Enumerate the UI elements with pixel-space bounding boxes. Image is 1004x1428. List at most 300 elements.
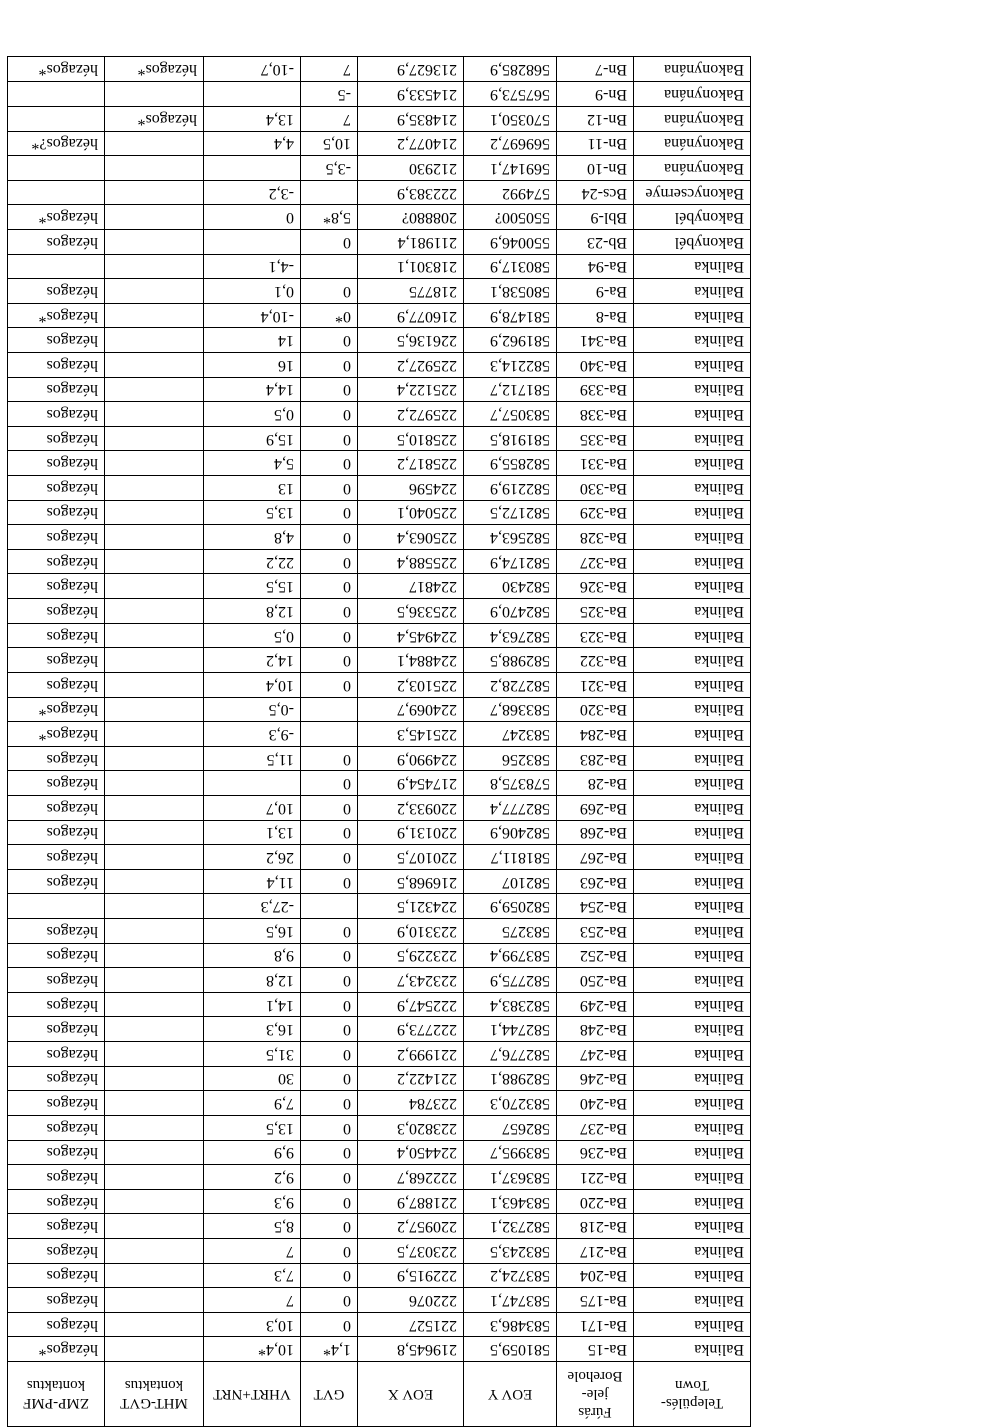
borehole-cell: Ba-341 [557, 328, 634, 353]
eov-y-cell: 582430 [464, 574, 557, 599]
eov-y-cell: 583275 [464, 919, 557, 944]
table-row [8, 131, 751, 156]
zmp-pmf-cell: hézagos [8, 476, 105, 501]
zmp-pmf-cell: hézagos [8, 451, 105, 476]
borehole-cell: Ba-284 [557, 722, 634, 747]
town-cell: Balinka [634, 1288, 751, 1313]
borehole-cell: Ba-328 [557, 525, 634, 550]
table-row [8, 869, 751, 894]
eov-y-cell: 582763,4 [464, 623, 557, 648]
table-row [8, 82, 751, 107]
mht-gvt-cell [105, 1115, 204, 1140]
borehole-cell: Bbl-9 [557, 205, 634, 230]
eov-y-cell: 582107 [464, 869, 557, 894]
eov-x-cell: 220933,2 [358, 795, 464, 820]
mht-gvt-cell [105, 894, 204, 919]
gvt-cell: 0 [301, 353, 358, 378]
vhrt-nrt-cell: 0,5 [204, 623, 301, 648]
table-header-row [8, 1362, 751, 1427]
table-row [8, 648, 751, 673]
zmp-pmf-cell: hézagos* [8, 205, 105, 230]
town-cell: Balinka [634, 402, 751, 427]
eov-x-cell: 222915,9 [358, 1263, 464, 1288]
zmp-pmf-cell: hézagos [8, 771, 105, 796]
town-cell: Balinka [634, 1165, 751, 1190]
mht-gvt-cell [105, 303, 204, 328]
borehole-cell: Ba-9 [557, 279, 634, 304]
zmp-pmf-cell: hézagos [8, 1238, 105, 1263]
eov-y-cell: 581712,7 [464, 377, 557, 402]
gvt-cell: 0 [301, 992, 358, 1017]
vhrt-nrt-cell: 7,3 [204, 1263, 301, 1288]
gvt-cell: 0 [301, 229, 358, 254]
header-mht-gvt-contact: MHT-GVT kontaktus [105, 1362, 204, 1427]
zmp-pmf-cell: hézagos [8, 1189, 105, 1214]
vhrt-nrt-cell: 5,4 [204, 451, 301, 476]
eov-y-cell: 582732,1 [464, 1214, 557, 1239]
zmp-pmf-cell: hézagos* [8, 303, 105, 328]
table-row [8, 919, 751, 944]
town-cell: Bakonybél [634, 229, 751, 254]
eov-y-cell: 583799,4 [464, 943, 557, 968]
zmp-pmf-cell: hézagos [8, 377, 105, 402]
gvt-cell: 0* [301, 303, 358, 328]
eov-y-cell: 583243,5 [464, 1238, 557, 1263]
eov-y-cell: 569147,1 [464, 156, 557, 181]
header-eov-x: EOV X [358, 1362, 464, 1427]
eov-x-cell: 221999,2 [358, 1042, 464, 1067]
header-gvt: GVT [301, 1362, 358, 1427]
mht-gvt-cell [105, 328, 204, 353]
eov-x-cell: 223037,5 [358, 1238, 464, 1263]
mht-gvt-cell [105, 992, 204, 1017]
town-cell: Balinka [634, 1337, 751, 1362]
vhrt-nrt-cell: 9,9 [204, 1140, 301, 1165]
gvt-cell: 0 [301, 672, 358, 697]
town-cell: Balinka [634, 919, 751, 944]
zmp-pmf-cell: hézagos [8, 1214, 105, 1239]
zmp-pmf-cell [8, 180, 105, 205]
eov-y-cell: 567573,9 [464, 82, 557, 107]
vhrt-nrt-cell: 4,4 [204, 131, 301, 156]
table-row [8, 894, 751, 919]
borehole-cell: Ba-171 [557, 1312, 634, 1337]
gvt-cell: 0 [301, 426, 358, 451]
borehole-cell: Ba-283 [557, 746, 634, 771]
vhrt-nrt-cell: 10,3 [204, 1312, 301, 1337]
eov-x-cell: 212930 [358, 156, 464, 181]
table-row [8, 1115, 751, 1140]
borehole-cell: Bn-11 [557, 131, 634, 156]
table-row [8, 599, 751, 624]
eov-x-cell: 222268,7 [358, 1165, 464, 1190]
borehole-cell: Ba-254 [557, 894, 634, 919]
borehole-cell: Bn-12 [557, 106, 634, 131]
vhrt-nrt-cell [204, 229, 301, 254]
town-cell: Balinka [634, 746, 751, 771]
town-cell: Balinka [634, 697, 751, 722]
mht-gvt-cell [105, 549, 204, 574]
eov-x-cell: 220957,2 [358, 1214, 464, 1239]
mht-gvt-cell [105, 402, 204, 427]
zmp-pmf-cell: hézagos [8, 525, 105, 550]
gvt-cell: 0 [301, 1017, 358, 1042]
table-row [8, 1189, 751, 1214]
zmp-pmf-cell: hézagos [8, 402, 105, 427]
zmp-pmf-cell [8, 254, 105, 279]
table-row [8, 303, 751, 328]
table-row [8, 476, 751, 501]
gvt-cell [301, 722, 358, 747]
zmp-pmf-cell: hézagos [8, 328, 105, 353]
borehole-cell: Ba-325 [557, 599, 634, 624]
gvt-cell: 0 [301, 1288, 358, 1313]
zmp-pmf-cell [8, 156, 105, 181]
zmp-pmf-cell: hézagos?* [8, 131, 105, 156]
borehole-cell: Ba-246 [557, 1066, 634, 1091]
mht-gvt-cell [105, 205, 204, 230]
table-row [8, 500, 751, 525]
town-cell: Balinka [634, 1091, 751, 1116]
zmp-pmf-cell: hézagos [8, 1165, 105, 1190]
vhrt-nrt-cell: 16,5 [204, 919, 301, 944]
gvt-cell: 7 [301, 106, 358, 131]
table-row [8, 1263, 751, 1288]
gvt-cell: 0 [301, 574, 358, 599]
table-row [8, 1140, 751, 1165]
gvt-cell: 0 [301, 919, 358, 944]
table-row [8, 722, 751, 747]
eov-x-cell: 223243,7 [358, 968, 464, 993]
eov-x-cell: 219645,8 [358, 1337, 464, 1362]
table-row [8, 1091, 751, 1116]
vhrt-nrt-cell: 30 [204, 1066, 301, 1091]
vhrt-nrt-cell: -27,3 [204, 894, 301, 919]
zmp-pmf-cell: hézagos [8, 500, 105, 525]
eov-x-cell: 220107,5 [358, 845, 464, 870]
borehole-cell: Ba-220 [557, 1189, 634, 1214]
eov-y-cell: 583057,7 [464, 402, 557, 427]
gvt-cell: 5,8* [301, 205, 358, 230]
gvt-cell: 7 [301, 57, 358, 82]
borehole-cell: Ba-218 [557, 1214, 634, 1239]
table-row [8, 795, 751, 820]
table-row [8, 180, 751, 205]
mht-gvt-cell [105, 943, 204, 968]
vhrt-nrt-cell: 12,8 [204, 968, 301, 993]
vhrt-nrt-cell: 10,4 [204, 672, 301, 697]
gvt-cell: 0 [301, 1214, 358, 1239]
gvt-cell: 0 [301, 845, 358, 870]
zmp-pmf-cell: hézagos* [8, 722, 105, 747]
town-cell: Bakonynána [634, 82, 751, 107]
eov-y-cell: 581059,5 [464, 1337, 557, 1362]
vhrt-nrt-cell [204, 82, 301, 107]
eov-y-cell: 583747,1 [464, 1288, 557, 1313]
town-cell: Balinka [634, 426, 751, 451]
gvt-cell: 0 [301, 599, 358, 624]
zmp-pmf-cell: hézagos [8, 623, 105, 648]
table-row [8, 156, 751, 181]
table-row [8, 353, 751, 378]
table-row [8, 525, 751, 550]
eov-y-cell: 582776,7 [464, 1042, 557, 1067]
town-cell: Bakonynána [634, 156, 751, 181]
borehole-cell: Ba-15 [557, 1337, 634, 1362]
mht-gvt-cell: hézagos* [105, 106, 204, 131]
town-cell: Bakonycsernye [634, 180, 751, 205]
borehole-cell: Ba-269 [557, 795, 634, 820]
mht-gvt-cell [105, 845, 204, 870]
zmp-pmf-cell: hézagos [8, 1042, 105, 1067]
zmp-pmf-cell: hézagos [8, 229, 105, 254]
town-cell: Balinka [634, 476, 751, 501]
borehole-cell: Ba-329 [557, 500, 634, 525]
eov-y-cell: 581811,7 [464, 845, 557, 870]
eov-y-cell: 583270,3 [464, 1091, 557, 1116]
gvt-cell: 0 [301, 968, 358, 993]
borehole-cell: Ba-338 [557, 402, 634, 427]
mht-gvt-cell [105, 623, 204, 648]
table-row [8, 377, 751, 402]
eov-x-cell: 225063,4 [358, 525, 464, 550]
eov-y-cell: 582988,5 [464, 648, 557, 673]
zmp-pmf-cell: hézagos [8, 353, 105, 378]
town-cell: Balinka [634, 1189, 751, 1214]
zmp-pmf-cell: hézagos [8, 1263, 105, 1288]
eov-x-cell: 211981,4 [358, 229, 464, 254]
town-cell: Balinka [634, 771, 751, 796]
gvt-cell: 0 [301, 328, 358, 353]
gvt-cell: 0 [301, 476, 358, 501]
vhrt-nrt-cell [204, 771, 301, 796]
table-row [8, 205, 751, 230]
eov-x-cell: 225040,1 [358, 500, 464, 525]
gvt-cell: 0 [301, 648, 358, 673]
mht-gvt-cell [105, 869, 204, 894]
eov-y-cell: 581478,9 [464, 303, 557, 328]
gvt-cell: 0 [301, 869, 358, 894]
gvt-cell: 0 [301, 795, 358, 820]
vhrt-nrt-cell: 16,3 [204, 1017, 301, 1042]
gvt-cell: -5 [301, 82, 358, 107]
town-cell: Bakonybél [634, 205, 751, 230]
mht-gvt-cell [105, 500, 204, 525]
gvt-cell: 0 [301, 377, 358, 402]
eov-y-cell: 582174,9 [464, 549, 557, 574]
vhrt-nrt-cell: 0,1 [204, 279, 301, 304]
gvt-cell: 0 [301, 451, 358, 476]
gvt-cell [301, 180, 358, 205]
table-row [8, 1066, 751, 1091]
table-row [8, 426, 751, 451]
mht-gvt-cell [105, 1263, 204, 1288]
eov-y-cell: 582219,9 [464, 476, 557, 501]
mht-gvt-cell [105, 1312, 204, 1337]
eov-x-cell: 226136,5 [358, 328, 464, 353]
eov-y-cell: 582657 [464, 1115, 557, 1140]
town-cell: Balinka [634, 869, 751, 894]
town-cell: Balinka [634, 648, 751, 673]
eov-x-cell: 222383,9 [358, 180, 464, 205]
mht-gvt-cell [105, 771, 204, 796]
borehole-cell: Ba-8 [557, 303, 634, 328]
mht-gvt-cell [105, 1189, 204, 1214]
eov-x-cell: 225336,5 [358, 599, 464, 624]
town-cell: Balinka [634, 254, 751, 279]
eov-y-cell: 582059,9 [464, 894, 557, 919]
mht-gvt-cell [105, 820, 204, 845]
eov-x-cell: 224069,7 [358, 697, 464, 722]
town-cell: Balinka [634, 943, 751, 968]
mht-gvt-cell [105, 451, 204, 476]
vhrt-nrt-cell: -10,7 [204, 57, 301, 82]
eov-y-cell: 582728,2 [464, 672, 557, 697]
mht-gvt-cell [105, 254, 204, 279]
eov-x-cell: 222773,9 [358, 1017, 464, 1042]
gvt-cell: 0 [301, 1042, 358, 1067]
mht-gvt-cell [105, 795, 204, 820]
gvt-cell: 0 [301, 279, 358, 304]
table-row [8, 451, 751, 476]
eov-x-cell: 221527 [358, 1312, 464, 1337]
town-cell: Balinka [634, 1115, 751, 1140]
vhrt-nrt-cell: 31,5 [204, 1042, 301, 1067]
eov-x-cell: 218301,1 [358, 254, 464, 279]
mht-gvt-cell [105, 229, 204, 254]
town-cell: Balinka [634, 1312, 751, 1337]
mht-gvt-cell [105, 1238, 204, 1263]
eov-x-cell: 221887,9 [358, 1189, 464, 1214]
mht-gvt-cell [105, 476, 204, 501]
table-row [8, 229, 751, 254]
vhrt-nrt-cell: 10,7 [204, 795, 301, 820]
borehole-cell: Bn-9 [557, 82, 634, 107]
eov-y-cell: 581918,5 [464, 426, 557, 451]
borehole-cell: Ba-204 [557, 1263, 634, 1288]
eov-x-cell: 225122,4 [358, 377, 464, 402]
town-cell: Balinka [634, 599, 751, 624]
mht-gvt-cell [105, 722, 204, 747]
eov-x-cell: 224945,4 [358, 623, 464, 648]
table-row [8, 279, 751, 304]
town-cell: Balinka [634, 672, 751, 697]
gvt-cell: 0 [301, 525, 358, 550]
town-cell: Balinka [634, 303, 751, 328]
gvt-cell: 0 [301, 1165, 358, 1190]
table-row [8, 254, 751, 279]
vhrt-nrt-cell: 13 [204, 476, 301, 501]
eov-x-cell: 214835,9 [358, 106, 464, 131]
eov-y-cell: 568285,9 [464, 57, 557, 82]
town-cell: Balinka [634, 1214, 751, 1239]
eov-x-cell: 224596 [358, 476, 464, 501]
zmp-pmf-cell: hézagos [8, 426, 105, 451]
eov-x-cell: 223820,3 [358, 1115, 464, 1140]
vhrt-nrt-cell: 9,3 [204, 1189, 301, 1214]
eov-y-cell: 583247 [464, 722, 557, 747]
eov-y-cell: 580317,9 [464, 254, 557, 279]
table-row [8, 820, 751, 845]
zmp-pmf-cell: hézagos* [8, 1337, 105, 1362]
eov-x-cell: 214077,2 [358, 131, 464, 156]
vhrt-nrt-cell: 9,8 [204, 943, 301, 968]
gvt-cell: 0 [301, 549, 358, 574]
table-row [8, 672, 751, 697]
vhrt-nrt-cell: 7,9 [204, 1091, 301, 1116]
table-row [8, 968, 751, 993]
header-zmp-pmf-contact: ZMP-PMF kontaktus [8, 1362, 105, 1427]
zmp-pmf-cell: hézagos [8, 968, 105, 993]
mht-gvt-cell [105, 1337, 204, 1362]
mht-gvt-cell [105, 672, 204, 697]
table-row [8, 1288, 751, 1313]
eov-y-cell: 581962,9 [464, 328, 557, 353]
eov-x-cell: 224321,5 [358, 894, 464, 919]
town-cell: Balinka [634, 1140, 751, 1165]
zmp-pmf-cell: hézagos [8, 943, 105, 968]
vhrt-nrt-cell: 12,8 [204, 599, 301, 624]
eov-x-cell: 218775 [358, 279, 464, 304]
eov-x-cell: 216077,9 [358, 303, 464, 328]
borehole-cell: Ba-253 [557, 919, 634, 944]
borehole-cell: Bn-7 [557, 57, 634, 82]
table-row [8, 771, 751, 796]
table-row [8, 57, 751, 82]
zmp-pmf-cell: hézagos [8, 795, 105, 820]
borehole-cell: Ba-340 [557, 353, 634, 378]
vhrt-nrt-cell: 26,2 [204, 845, 301, 870]
table-row [8, 1165, 751, 1190]
gvt-cell: 1,4* [301, 1337, 358, 1362]
table-row [8, 1312, 751, 1337]
eov-x-cell: 225972,2 [358, 402, 464, 427]
mht-gvt-cell [105, 525, 204, 550]
eov-y-cell: 582855,9 [464, 451, 557, 476]
town-cell: Balinka [634, 328, 751, 353]
borehole-cell: Ba-321 [557, 672, 634, 697]
eov-y-cell: 583368,7 [464, 697, 557, 722]
vhrt-nrt-cell: 0 [204, 205, 301, 230]
town-cell: Balinka [634, 500, 751, 525]
eov-x-cell: 216968,5 [358, 869, 464, 894]
gvt-cell: 0 [301, 1140, 358, 1165]
vhrt-nrt-cell: 22,2 [204, 549, 301, 574]
eov-x-cell: 224990,9 [358, 746, 464, 771]
vhrt-nrt-cell: -9,3 [204, 722, 301, 747]
vhrt-nrt-cell: -3,2 [204, 180, 301, 205]
town-cell: Balinka [634, 894, 751, 919]
borehole-cell: Ba-236 [557, 1140, 634, 1165]
zmp-pmf-cell: hézagos [8, 1288, 105, 1313]
gvt-cell: 0 [301, 1091, 358, 1116]
header-borehole: Fúrás jele- Borehole [557, 1362, 634, 1427]
borehole-cell: Ba-339 [557, 377, 634, 402]
eov-x-cell: 223310,9 [358, 919, 464, 944]
town-cell: Bakonynána [634, 57, 751, 82]
eov-y-cell: 583463,1 [464, 1189, 557, 1214]
vhrt-nrt-cell: 0,5 [204, 402, 301, 427]
eov-y-cell: 582563,4 [464, 525, 557, 550]
table-row [8, 1238, 751, 1263]
mht-gvt-cell: hézagos* [105, 57, 204, 82]
zmp-pmf-cell: hézagos [8, 919, 105, 944]
town-cell: Balinka [634, 549, 751, 574]
eov-y-cell: 570350,1 [464, 106, 557, 131]
town-cell: Bakonynána [634, 131, 751, 156]
gvt-cell [301, 894, 358, 919]
eov-y-cell: 583724,2 [464, 1263, 557, 1288]
